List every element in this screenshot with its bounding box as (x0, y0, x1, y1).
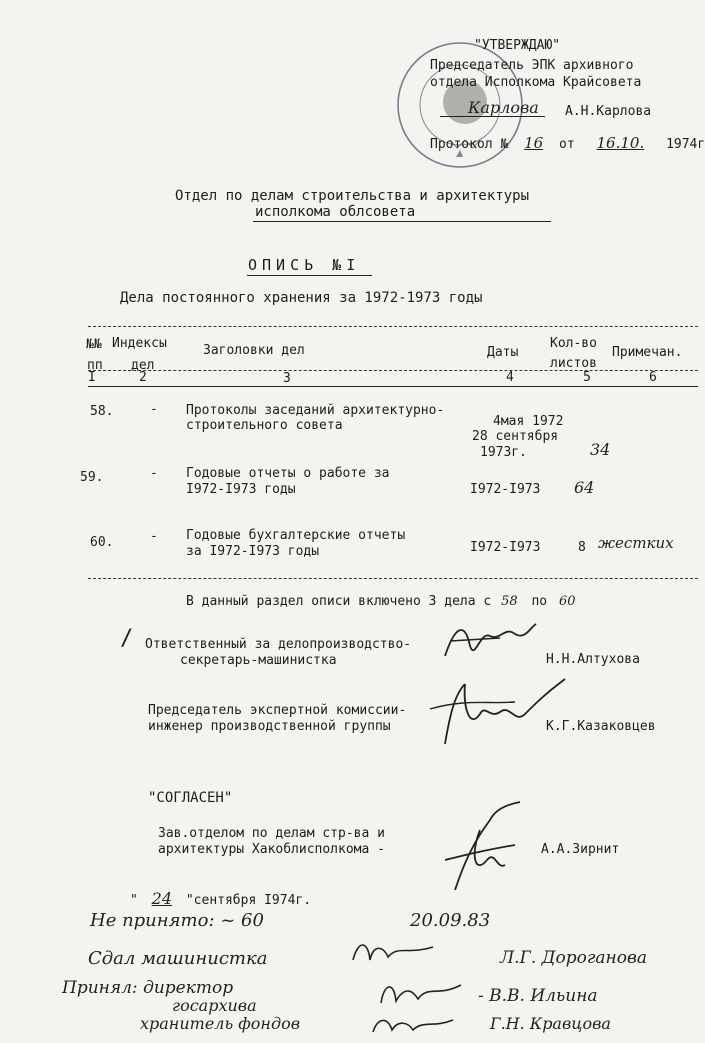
responsible-line1: Ответственный за делопроизводство- (145, 637, 412, 652)
org-underline (253, 221, 551, 222)
document-date (130, 889, 311, 908)
row-index: - (150, 402, 158, 417)
commission-name: К.Г.Казаковцев (546, 719, 656, 734)
hw-accepted-2: госархива (172, 996, 257, 1015)
header-count-2: листов (550, 356, 597, 371)
protocol-number: 16 (524, 134, 544, 152)
hw-accepted-signature (376, 975, 466, 1010)
hw-accepted-1: Принял: директор (62, 978, 234, 998)
table-colnum-rule (88, 386, 698, 387)
date-rest: "сентября I974г. (185, 893, 312, 908)
header-count: Кол-во (550, 336, 597, 351)
protocol-from: от (559, 137, 575, 152)
date-day: 24 (151, 889, 173, 908)
colnum: 5 (583, 370, 591, 385)
row-date: 4мая 1972 (493, 414, 564, 429)
title-underline (247, 275, 372, 276)
row-count: 8 (578, 540, 586, 555)
summary-to: 60 (558, 594, 576, 609)
summary-text: В данный раздел описи включено 3 дела с (186, 594, 492, 609)
colnum: 3 (283, 371, 291, 386)
header-indexes: Индексы (112, 336, 167, 351)
summary-from: 58 (501, 594, 518, 609)
row-count: 64 (574, 478, 595, 497)
protocol-line (430, 134, 705, 152)
row-title: I972-I973 годы (186, 482, 296, 497)
row-date: I972-I973 (470, 482, 541, 497)
row-nn: 59. (80, 470, 104, 485)
row-title: Годовые бухгалтерские отчеты (186, 528, 406, 543)
commission-signature (425, 674, 575, 754)
table-bottom-rule (88, 578, 698, 579)
org-line1: Отдел по делам строительства и архитектуры (175, 188, 530, 204)
protocol-date: 16.10. (596, 134, 645, 152)
hw-not-accepted: Не принято: ~ 60 (90, 910, 264, 931)
header-notes: Примечан. (612, 345, 683, 360)
header-indexes-2: дел (131, 358, 155, 373)
row-title: строительного совета (186, 418, 343, 433)
responsible-signature (440, 616, 540, 666)
summary-line (186, 594, 575, 609)
header-nn-2: пп (87, 358, 103, 373)
approval-heading: "УТВЕРЖДАЮ" (474, 38, 561, 53)
row-title: за I972-I973 годы (186, 544, 320, 559)
table-header-rule (88, 370, 698, 371)
protocol-label: Протокол № (430, 137, 509, 152)
row-nn: 60. (90, 535, 114, 550)
commission-line1: Председатель экспертной комиссии- (148, 703, 407, 718)
row-date: 28 сентября (472, 429, 559, 444)
hw-keeper: хранитель фондов (140, 1014, 301, 1033)
agreed-title: "СОГЛАСЕН" (148, 790, 233, 806)
row-title: Протоколы заседаний архитектурно- (186, 403, 445, 418)
agreed-name: А.А.Зирнит (541, 842, 620, 857)
colnum: 2 (139, 370, 147, 385)
hw-handed-signature (348, 935, 438, 970)
org-line2: исполкома облсовета (255, 204, 416, 220)
header-dates: Даты (487, 345, 519, 360)
responsible-line2: секретарь-машинистка (180, 653, 337, 668)
approval-signature: Карлова (468, 98, 539, 117)
row-nn: 58. (90, 404, 114, 419)
hw-handed-name: Л.Г. Дороганова (500, 948, 648, 968)
table-top-rule (88, 326, 698, 327)
hw-keeper-name: Г.Н. Кравцова (490, 1014, 611, 1033)
date-open-quote: " (130, 893, 138, 908)
agreed-line1: Зав.отделом по делам стр-ва и (158, 826, 385, 841)
hw-keeper-signature (368, 1012, 458, 1040)
agreed-signature (425, 800, 535, 895)
colnum: 4 (506, 370, 514, 385)
commission-line2: инженер производственной группы (148, 719, 391, 734)
hw-handed: Сдал машинистка (88, 948, 268, 969)
page-subtitle: Дела постоянного хранения за 1972-1973 годы (120, 290, 483, 306)
protocol-year: 1974г (666, 137, 705, 152)
approval-line2: отдела Исполкома Крайсовета (430, 75, 642, 90)
row-date: I972-I973 (470, 540, 541, 555)
hw-accepted-name: - В.В. Ильина (478, 986, 598, 1006)
hw-date: 20.09.83 (410, 910, 491, 931)
colnum: 6 (649, 370, 657, 385)
margin-tick: / (120, 626, 134, 651)
responsible-name: Н.Н.Алтухова (546, 652, 640, 667)
row-index: - (150, 529, 158, 544)
row-date: 1973г. (480, 445, 527, 460)
colnum: I (88, 370, 96, 385)
agreed-line2: архитектуры Хакоблисполкома - (158, 842, 385, 857)
row-index: - (150, 466, 158, 481)
row-count: 34 (590, 440, 611, 459)
header-titles: Заголовки дел (203, 343, 305, 358)
approval-line1: Председатель ЭПК архивного (430, 58, 634, 73)
header-nn: №№ (86, 337, 102, 352)
summary-to-label: по (531, 594, 548, 609)
row-title: Годовые отчеты о работе за (186, 466, 390, 481)
approval-name: А.Н.Карлова (565, 104, 652, 119)
page-title: ОПИСЬ №I (248, 256, 361, 274)
row-note: жестких (598, 534, 674, 552)
